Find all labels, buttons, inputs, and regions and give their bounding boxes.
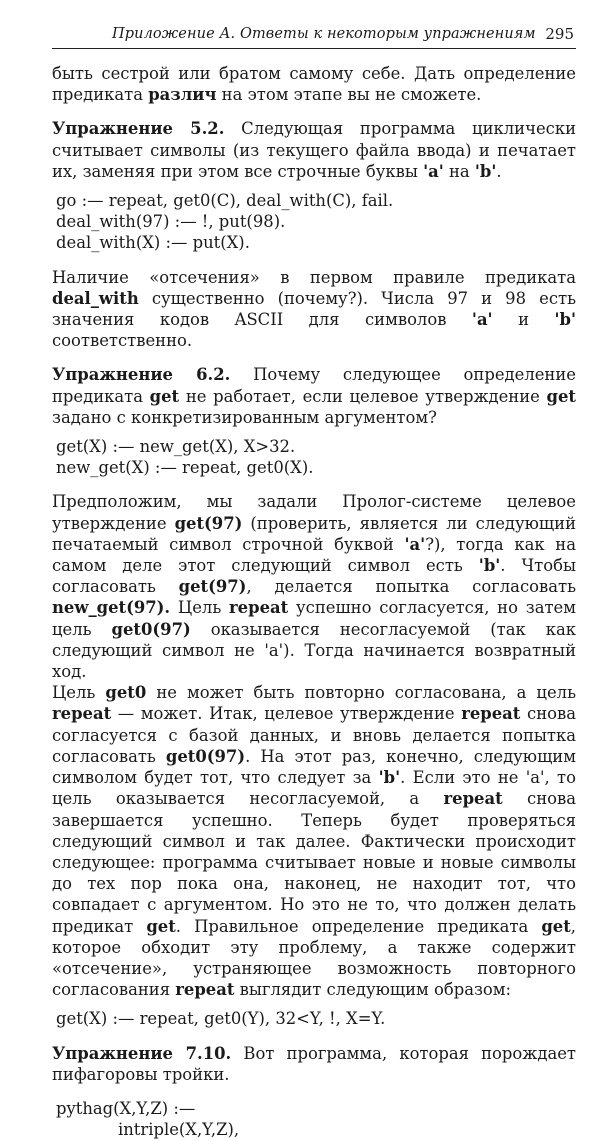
running-header bbox=[52, 22, 576, 49]
code-block-2 bbox=[52, 436, 576, 478]
exercise-heading: Упражнение 6.2. bbox=[52, 365, 231, 385]
page-number: 295 bbox=[545, 25, 574, 43]
code-block-3 bbox=[52, 1008, 576, 1029]
paragraph-explanation-cont: Цель get0 не может быть повторно согласована, а цель repeat — может. Итак, целевое утверждение repeat снова согласуется с базой данных, и вновь делается попытка согласовать get0(97). На этот раз, конечно, следующим символом будет тот, что следует за 'b'. Если это не 'a', то цель оказывается несогласуемой, а repeat снова завершается успешно. Теперь будет проверяться следующий символ и так далее. Фактически происходит следующее: программа считывает новые и новые символы до тех пор пока она, наконец, не находит тот, что совпадает с аргументом. Но это не то, что должен делать предикат get. Правильное определение предиката get, которое обходит эту проблему, а также содержит «отсечение», устраняющее возможность повторного согласования repeat выглядит следующим образом: bbox=[52, 683, 576, 1000]
code-line: deal_with(97) :— !, put(98). bbox=[56, 212, 286, 232]
exercise-heading: Упражнение 7.10. bbox=[52, 1043, 232, 1063]
code-line: go :— repeat, get0(C), deal_with(C), fail. bbox=[56, 191, 394, 211]
exercise-5-2: Упражнение 5.2. Следующая программа циклически считывает символы (из текущего файла ввода) и печатает их, заменяя при этом все строчные буквы 'a' на 'b'. bbox=[52, 119, 576, 181]
code-line: new_get(X) :— repeat, get0(X). bbox=[56, 458, 314, 478]
paragraph-explanation: Предположим, мы задали Пролог-системе целевое утверждение get(97) (проверить, является ли следующий печатаемый символ строчной буквой 'a'?), тогда как на самом деле этот следующий символ есть 'b'. Чтобы согласовать get(97), делается попытка согласовать new_get(97). Цель repeat успешно согласуется, но затем цель get0(97) оказывается несогласуемой (так как следующий символ не 'a'). Тогда начинается возвратный ход. bbox=[52, 492, 576, 682]
code-line: deal_with(X) :— put(X). bbox=[56, 233, 250, 253]
code-line: intriple(X,Y,Z), bbox=[118, 1120, 240, 1140]
exercise-6-2: Упражнение 6.2. Почему следующее определение предиката get не работает, если целевое утверждение get задано с конкретизированным аргументом? bbox=[52, 365, 576, 427]
code-line: pythag(X,Y,Z) :— bbox=[56, 1098, 196, 1118]
paragraph-continuation: быть сестрой или братом самому себе. Дать определение предиката различ на этом этапе вы не сможете. bbox=[52, 64, 576, 105]
body-text bbox=[52, 63, 576, 1140]
exercise-7-10: Упражнение 7.10. Вот программа, которая порождает пифагоровы тройки. bbox=[52, 1043, 576, 1084]
predicate-name: различ bbox=[148, 85, 217, 105]
code-line: get(X) :— new_get(X), X>32. bbox=[56, 437, 296, 457]
code-line: get(X) :— repeat, get0(Y), 32<Y, !, X=Y. bbox=[56, 1009, 386, 1029]
exercise-heading: Упражнение 5.2. bbox=[52, 119, 225, 139]
code-block-4 bbox=[52, 1098, 576, 1140]
paragraph-cut-note: Наличие «отсечения» в первом правиле предиката deal_with существенно (почему?). Числа 97 и 98 есть значения кодов ASCII для символов 'a' и 'b' соответственно. bbox=[52, 267, 576, 351]
code-block-1 bbox=[52, 190, 576, 254]
running-title: Приложение А. Ответы к некоторым упражнениям bbox=[112, 26, 536, 42]
